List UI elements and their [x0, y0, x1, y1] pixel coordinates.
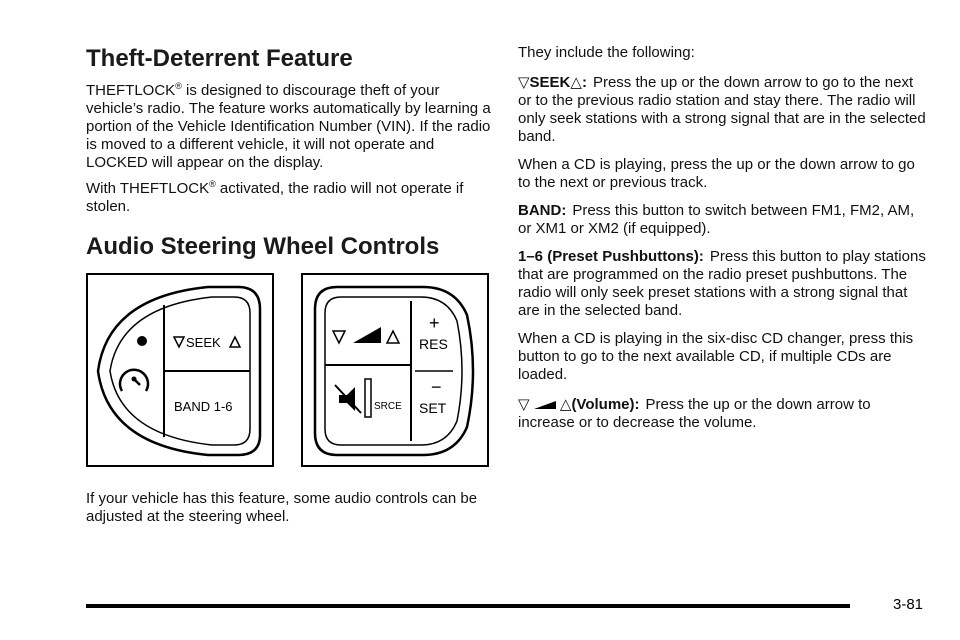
audio-steering-heading: Audio Steering Wheel Controls — [86, 233, 440, 260]
seek-up-arrow-icon — [230, 337, 240, 347]
voice-recognition-icon — [120, 370, 148, 391]
volume-wedge-icon — [534, 400, 556, 410]
theft-deterrent-heading: Theft-Deterrent Feature — [86, 45, 353, 72]
seek-label: SEEK — [186, 335, 221, 350]
intro-text: They include the following: — [518, 44, 695, 61]
right-column — [518, 44, 928, 432]
steering-control-right-figure — [301, 273, 489, 467]
volume-button[interactable] — [333, 327, 399, 343]
dot-indicator-icon — [137, 336, 147, 346]
page-number: 3-81 — [893, 596, 924, 613]
minus-icon: − — [431, 377, 442, 397]
steering-control-left-figure — [86, 273, 274, 467]
volume-wedge-icon — [353, 327, 381, 343]
seek-description: ▽SEEK△: Press the up or the down arrow to go to the next or to the previous radio station and stay there. The radio will only seek stations with a strong signal that are in the selected band. — [518, 74, 926, 145]
footer-rule — [86, 604, 850, 608]
mute-button[interactable] — [335, 385, 361, 413]
seek-down-arrow-icon — [174, 337, 184, 347]
volume-down-icon: ▽ — [518, 396, 530, 413]
res-button[interactable]: RES — [419, 336, 448, 352]
left-control-illustration — [88, 275, 272, 465]
preset-description: 1–6 (Preset Pushbuttons): Press this button to play stations that are programmed on the radio preset pushbuttons. The radio will only seek preset stations with a strong signal that are in the selected band. — [518, 248, 926, 319]
right-control-illustration — [303, 275, 487, 465]
theftlock-activated-paragraph: With THEFTLOCK® activated, the radio will not operate if stolen. — [86, 179, 464, 215]
plus-icon: + — [429, 313, 440, 333]
volume-up-arrow-icon — [387, 331, 399, 343]
band-button[interactable]: BAND 1-6 — [174, 399, 233, 414]
cd-changer-text: When a CD is playing in the six-disc CD changer, press this button to go to the next available CD, if multiple CDs are loaded. — [518, 330, 914, 383]
up-arrow-icon: △ — [570, 74, 582, 91]
seek-button[interactable] — [174, 335, 240, 350]
srce-slot-icon — [365, 379, 371, 417]
srce-button[interactable]: SRCE — [374, 401, 402, 412]
volume-up-icon: △ — [559, 396, 572, 413]
down-arrow-icon: ▽ — [518, 74, 530, 91]
theftlock-paragraph: THEFTLOCK® is designed to discourage theft of your vehicle’s radio. The feature works automatically by learning a portion of the Vehicle Identification Number (VIN). If the radio is moved to a different vehicle, it will not operate and LOCKED will appear on the display. — [86, 81, 491, 171]
band-description: BAND: Press this button to switch between FM1, FM2, AM, or XM1 or XM2 (if equipped). — [518, 202, 915, 237]
left-column — [86, 44, 491, 216]
cd-track-text: When a CD is playing, press the up or the down arrow to go to the next or previous track. — [518, 156, 915, 191]
volume-down-arrow-icon — [333, 331, 345, 343]
volume-description: ▽ △(Volume): Press the up or the down arrow to increase or to decrease the volume. — [518, 396, 871, 431]
set-button[interactable]: SET — [419, 400, 447, 416]
figure-caption: If your vehicle has this feature, some audio controls can be adjusted at the steering wheel. — [86, 490, 478, 525]
